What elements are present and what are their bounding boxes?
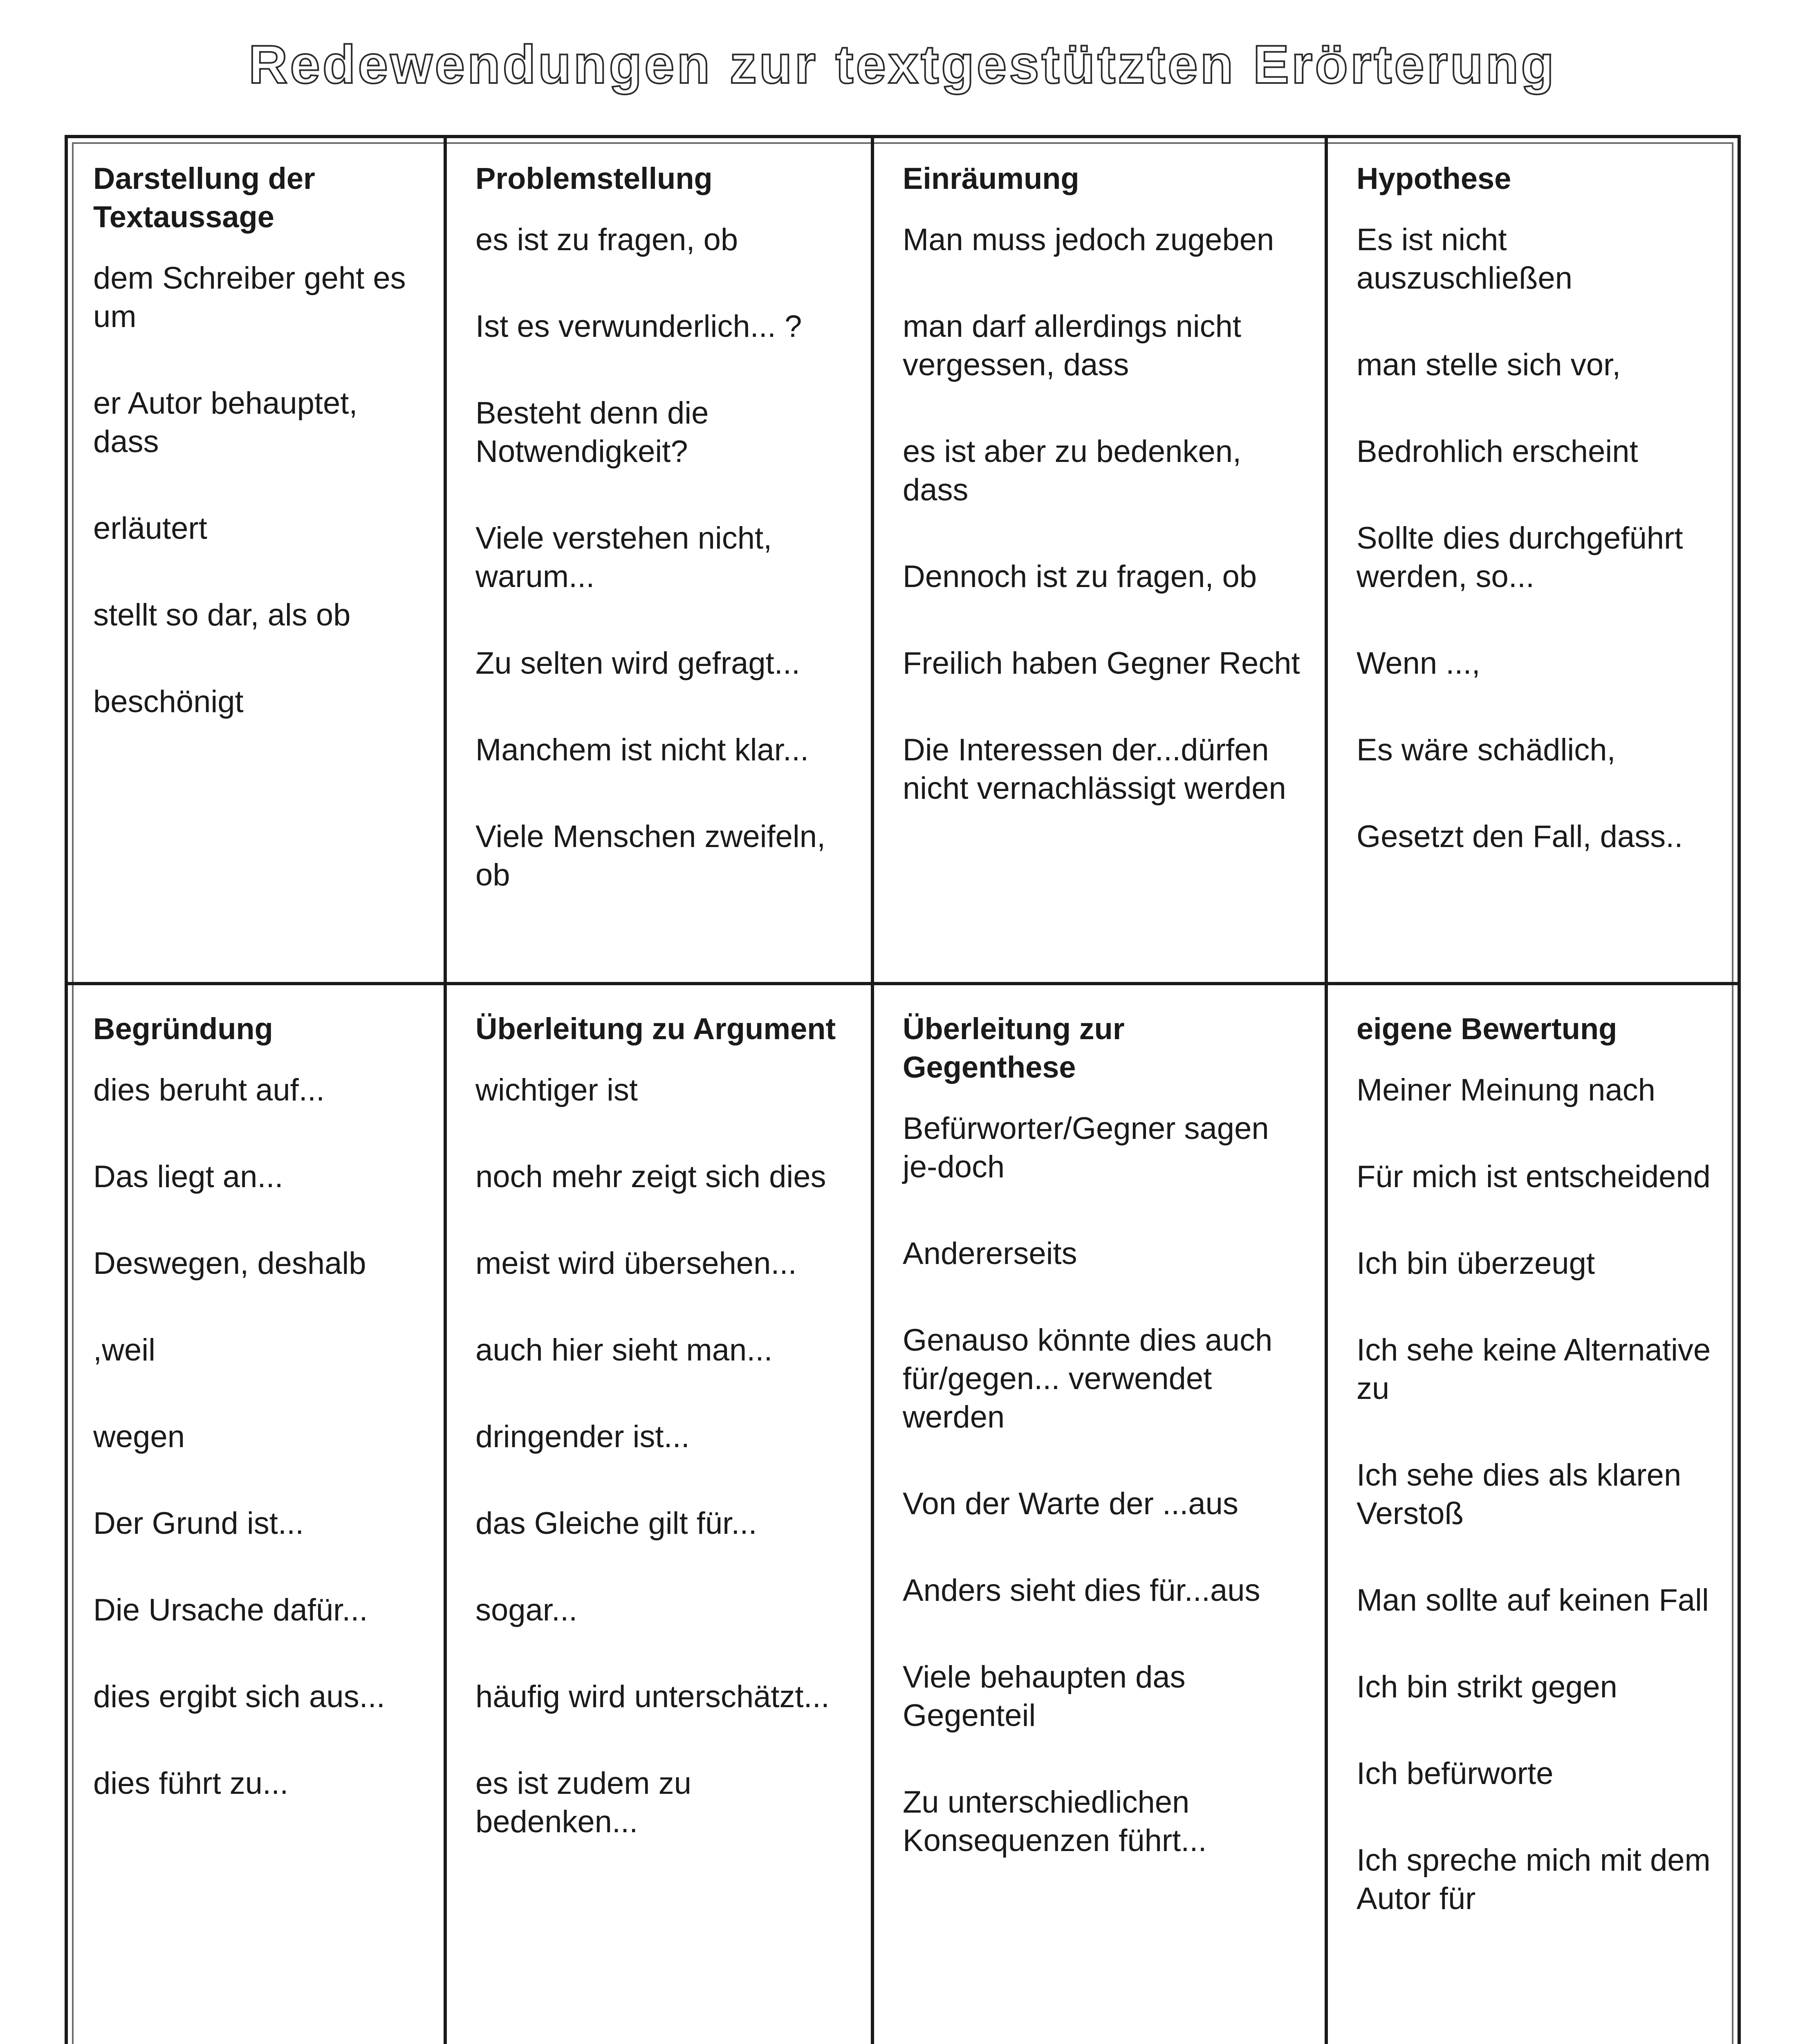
phrase-item: noch mehr zeigt sich dies <box>475 1159 826 1194</box>
phrase-item: Die Ursache dafür... <box>93 1593 368 1627</box>
cell-heading: eigene Bewertung <box>1357 1012 1617 1046</box>
phrase-item: es ist aber zu bedenken, dass <box>903 434 1242 507</box>
phrase-item: häufig wird unterschätzt... <box>475 1679 830 1714</box>
phrase-item: Sollte dies durchgeführt werden, so... <box>1357 521 1683 594</box>
phrase-item: Genauso könnte dies auch für/gegen... verwendet werden <box>903 1323 1273 1434</box>
phrase-item: wegen <box>93 1419 185 1454</box>
phrase-item: Ich sehe dies als klaren Verstoß <box>1357 1458 1682 1531</box>
phrase-item: Ich bin überzeugt <box>1357 1246 1595 1281</box>
cell-heading: Einräumung <box>903 161 1079 195</box>
phrase-item: erläutert <box>93 511 207 546</box>
table-cell <box>1328 985 1741 2044</box>
phrase-item: dem Schreiber geht es um <box>93 261 406 334</box>
phrase-item: stellt so dar, als ob <box>93 598 351 632</box>
phrase-item: er Autor behauptet, dass <box>93 386 358 459</box>
phrase-item: Meiner Meinung nach <box>1357 1073 1655 1107</box>
phrase-item: Bedrohlich erscheint <box>1357 434 1638 469</box>
phrase-item: auch hier sieht man... <box>475 1333 773 1367</box>
phrase-item: Viele behaupten das Gegenteil <box>903 1660 1186 1733</box>
phrase-item: dringender ist... <box>475 1419 690 1454</box>
phrase-item: es ist zudem zu bedenken... <box>475 1766 691 1839</box>
table-cell <box>65 135 447 985</box>
phrase-item: Ich bin strikt gegen <box>1357 1670 1617 1704</box>
cell-heading: Überleitung zu Argument <box>475 1012 836 1046</box>
table-cell <box>65 985 447 2044</box>
phrase-item: Freilich haben Gegner Recht <box>903 646 1300 681</box>
phrase-item: Dennoch ist zu fragen, ob <box>903 559 1257 594</box>
cell-heading: Hypothese <box>1357 161 1511 195</box>
phrase-item: man darf allerdings nicht vergessen, dass <box>903 309 1241 382</box>
phrase-item: Wenn ..., <box>1357 646 1480 681</box>
phrase-item: Das liegt an... <box>93 1159 283 1194</box>
phrase-item: Es wäre schädlich, <box>1357 733 1616 767</box>
phrase-item: Manchem ist nicht klar... <box>475 733 809 767</box>
table-cell <box>1328 135 1741 985</box>
phrase-item: Es ist nicht auszuschließen <box>1357 222 1573 296</box>
phrase-item: man stelle sich vor, <box>1357 347 1621 382</box>
table-cell <box>447 135 874 985</box>
phrase-item: Besteht denn die Notwendigkeit? <box>475 396 709 469</box>
phrase-table <box>65 135 1741 2044</box>
phrase-item: dies beruht auf... <box>93 1073 325 1107</box>
table-cell <box>447 985 874 2044</box>
phrase-item: beschönigt <box>93 684 244 719</box>
phrase-item: Man muss jedoch zugeben <box>903 222 1274 257</box>
phrase-item: wichtiger ist <box>475 1073 638 1107</box>
phrase-item: Zu unterschiedlichen Konsequenzen führt... <box>903 1785 1207 1858</box>
phrase-item: dies ergibt sich aus... <box>93 1679 385 1714</box>
phrase-item: Andererseits <box>903 1236 1077 1271</box>
cell-heading: Überleitung zur Gegenthese <box>903 1012 1125 1084</box>
phrase-item: meist wird übersehen... <box>475 1246 797 1281</box>
phrase-item: Gesetzt den Fall, dass.. <box>1357 819 1683 854</box>
phrase-item: Viele Menschen zweifeln, ob <box>475 819 826 892</box>
cell-heading: Begründung <box>93 1012 273 1046</box>
cell-heading: Darstellung der Textaussage <box>93 161 315 234</box>
phrase-item: Viele verstehen nicht, warum... <box>475 521 772 594</box>
table-cell <box>874 985 1328 2044</box>
cell-heading: Problemstellung <box>475 161 713 195</box>
phrase-item: Von der Warte der ...aus <box>903 1486 1238 1521</box>
phrase-item: Ist es verwunderlich... ? <box>475 309 802 344</box>
phrase-item: Befürworter/Gegner sagen je-doch <box>903 1111 1269 1184</box>
phrase-item: Deswegen, deshalb <box>93 1246 366 1281</box>
phrase-item: Anders sieht dies für...aus <box>903 1573 1260 1608</box>
phrase-item: Für mich ist entscheidend <box>1357 1159 1711 1194</box>
phrase-item: Die Interessen der...dürfen nicht vernachlässigt werden <box>903 733 1286 806</box>
phrase-item: Man sollte auf keinen Fall <box>1357 1583 1709 1618</box>
phrase-item: Der Grund ist... <box>93 1506 304 1541</box>
phrase-item: Ich sehe keine Alternative zu <box>1357 1333 1711 1406</box>
page-title: Redewendungen zur textgestützten Erörterung <box>249 34 1556 94</box>
phrase-item: sogar... <box>475 1593 578 1627</box>
table-cell <box>874 135 1328 985</box>
phrase-item: Ich befürworte <box>1357 1756 1554 1791</box>
phrase-item: Zu selten wird gefragt... <box>475 646 800 681</box>
phrase-item: Ich spreche mich mit dem Autor für <box>1357 1843 1711 1916</box>
phrase-item: dies führt zu... <box>93 1766 289 1801</box>
phrase-item: das Gleiche gilt für... <box>475 1506 757 1541</box>
phrase-item: es ist zu fragen, ob <box>475 222 738 257</box>
phrase-item: ,weil <box>93 1333 156 1367</box>
